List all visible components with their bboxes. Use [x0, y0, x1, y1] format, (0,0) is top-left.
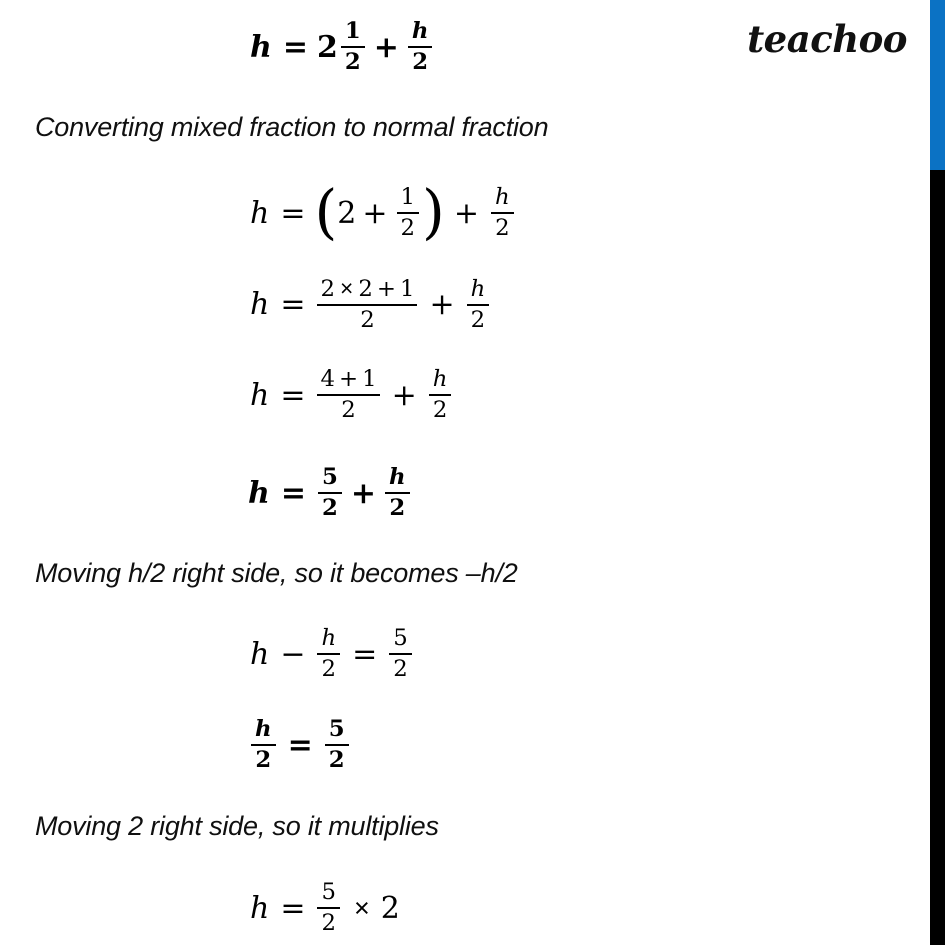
eq4-frac2-numerator: h: [432, 366, 448, 392]
eq8-multiply-sign: ×: [353, 892, 370, 923]
equation-4: [248, 368, 454, 423]
equation-6: [248, 627, 415, 682]
eq6-fraction-five-halves: [389, 627, 412, 682]
eq5-plus: +: [350, 475, 376, 511]
eq4-frac1-denominator: 2: [341, 397, 356, 424]
eq5-frac2-denominator: 2: [389, 495, 406, 522]
eq5-fraction-h-over-2: [385, 466, 410, 521]
eq5-lhs: h: [248, 475, 270, 511]
eq3-fraction-expanded: [317, 277, 417, 333]
eq3-multiply-sign: ×: [339, 275, 354, 301]
eq3-plus: +: [429, 287, 455, 323]
eq4-lhs: h: [250, 377, 270, 413]
eq4-frac1-numerator: [317, 368, 379, 391]
eq8-frac1-denominator: 2: [321, 910, 336, 937]
eq5-frac1-numerator: 5: [321, 464, 338, 490]
eq8-frac1-bar: [317, 907, 340, 909]
equation-8: [248, 881, 400, 936]
eq5-fraction-five-halves: [318, 466, 342, 521]
eq8-fraction-five-halves: [317, 881, 340, 936]
eq3-equals: =: [280, 287, 306, 323]
eq3-num-plus: +: [376, 276, 396, 302]
eq2-lhs: h: [250, 195, 270, 231]
eq6-frac1-denominator: 2: [321, 656, 337, 683]
eq3-frac1-bar: [317, 304, 417, 306]
eq7-frac2-numerator: 5: [328, 716, 345, 742]
eq7-frac1-denominator: 2: [255, 747, 272, 774]
note-moving-h-over-2: Moving h/2 right side, so it becomes –h/2: [35, 558, 518, 588]
eq6-frac2-bar: [389, 653, 412, 655]
eq1-frac1-bar: [341, 46, 365, 48]
eq6-fraction-h-over-2: [317, 627, 340, 682]
eq2-whole: 2: [337, 195, 357, 231]
eq6-frac1-bar: [317, 653, 340, 655]
eq5-equals: =: [280, 475, 306, 511]
eq2-frac2-denominator: 2: [495, 215, 510, 242]
eq4-plus: +: [391, 377, 417, 413]
eq4-num-c: 1: [362, 366, 377, 392]
right-edge-blue-bar: [930, 0, 945, 170]
equation-2: [248, 178, 517, 247]
eq4-frac1-bar: [317, 394, 379, 396]
eq4-num-plus: +: [338, 366, 359, 392]
eq3-num-a: 2: [320, 276, 335, 302]
eq7-frac1-bar: [251, 744, 276, 746]
eq7-fraction-five-halves: [325, 718, 349, 773]
eq1-frac1-numerator: 1: [344, 18, 361, 44]
equation-5: [246, 466, 413, 521]
eq1-equals: =: [282, 29, 308, 65]
eq3-frac2-numerator: h: [470, 275, 486, 302]
eq4-frac2-denominator: 2: [432, 397, 448, 424]
eq1-plus: +: [373, 29, 399, 65]
eq7-frac2-bar: [325, 744, 349, 746]
eq3-frac2-denominator: 2: [470, 306, 486, 333]
eq1-frac2-bar: [408, 46, 433, 48]
eq4-equals: =: [280, 377, 306, 413]
eq2-frac1-bar: [397, 212, 420, 214]
eq5-frac2-numerator: h: [388, 464, 406, 490]
eq3-num-c: 1: [399, 276, 415, 302]
eq6-minus: −: [280, 636, 306, 672]
eq7-equals: =: [287, 727, 313, 763]
eq3-fraction-h-over-2: [467, 275, 490, 333]
eq6-frac1-numerator: h: [321, 625, 337, 651]
eq6-equals: =: [352, 636, 378, 672]
eq2-frac2-numerator: h: [495, 184, 510, 210]
eq1-whole: 2: [316, 29, 338, 65]
eq7-frac1-numerator: h: [255, 716, 272, 742]
right-edge-black-bar: [930, 170, 945, 945]
eq1-frac2-denominator: 2: [412, 49, 429, 76]
eq3-frac1-numerator: [317, 277, 417, 301]
eq1-frac2-numerator: h: [411, 18, 429, 44]
eq8-equals: =: [280, 890, 306, 926]
eq1-fraction-half: [341, 20, 365, 75]
eq5-frac1-denominator: 2: [321, 495, 338, 522]
eq7-frac2-denominator: 2: [328, 747, 345, 774]
eq2-plus: +: [453, 195, 480, 231]
eq2-fraction-h-over-2: [491, 186, 514, 241]
equation-7: [248, 718, 352, 773]
eq2-close-paren: ): [422, 178, 445, 247]
equation-3: [248, 277, 492, 333]
eq6-lhs: h: [250, 636, 270, 672]
eq3-num-b: 2: [358, 276, 373, 302]
teachoo-logo: teachoo: [747, 17, 907, 61]
eq8-lhs: h: [250, 890, 270, 926]
equation-1: [248, 20, 435, 75]
eq3-frac2-bar: [467, 304, 490, 306]
eq4-num-a: 4: [320, 366, 335, 392]
eq2-parenthesized-group: [314, 178, 445, 247]
eq2-fraction-half: [397, 186, 420, 241]
eq7-fraction-h-over-2: [251, 718, 276, 773]
eq3-lhs: h: [250, 287, 270, 323]
eq4-fraction-h-over-2: [429, 368, 452, 423]
eq2-inner-plus: +: [362, 195, 388, 231]
eq1-lhs: h: [250, 29, 272, 65]
eq2-frac1-numerator: 1: [400, 184, 416, 210]
eq2-open-paren: (: [314, 178, 338, 247]
eq2-frac2-bar: [491, 212, 514, 214]
eq4-frac2-bar: [429, 394, 452, 396]
eq5-frac2-bar: [385, 492, 410, 494]
eq4-fraction-sum: [317, 368, 379, 423]
eq1-fraction-h-over-2: [408, 20, 433, 75]
eq3-frac1-denominator: 2: [360, 307, 375, 334]
eq2-frac1-denominator: 2: [400, 215, 416, 242]
eq5-frac1-bar: [318, 492, 342, 494]
note-converting-mixed-fraction: Converting mixed fraction to normal fraction: [35, 112, 549, 142]
eq6-frac2-numerator: 5: [393, 625, 408, 651]
eq2-equals: =: [280, 195, 306, 231]
eq8-frac1-numerator: 5: [321, 879, 336, 905]
eq1-frac1-denominator: 2: [344, 49, 361, 76]
eq8-multiplier: 2: [380, 890, 400, 926]
note-moving-2: Moving 2 right side, so it multiplies: [35, 811, 439, 841]
eq6-frac2-denominator: 2: [393, 656, 408, 683]
